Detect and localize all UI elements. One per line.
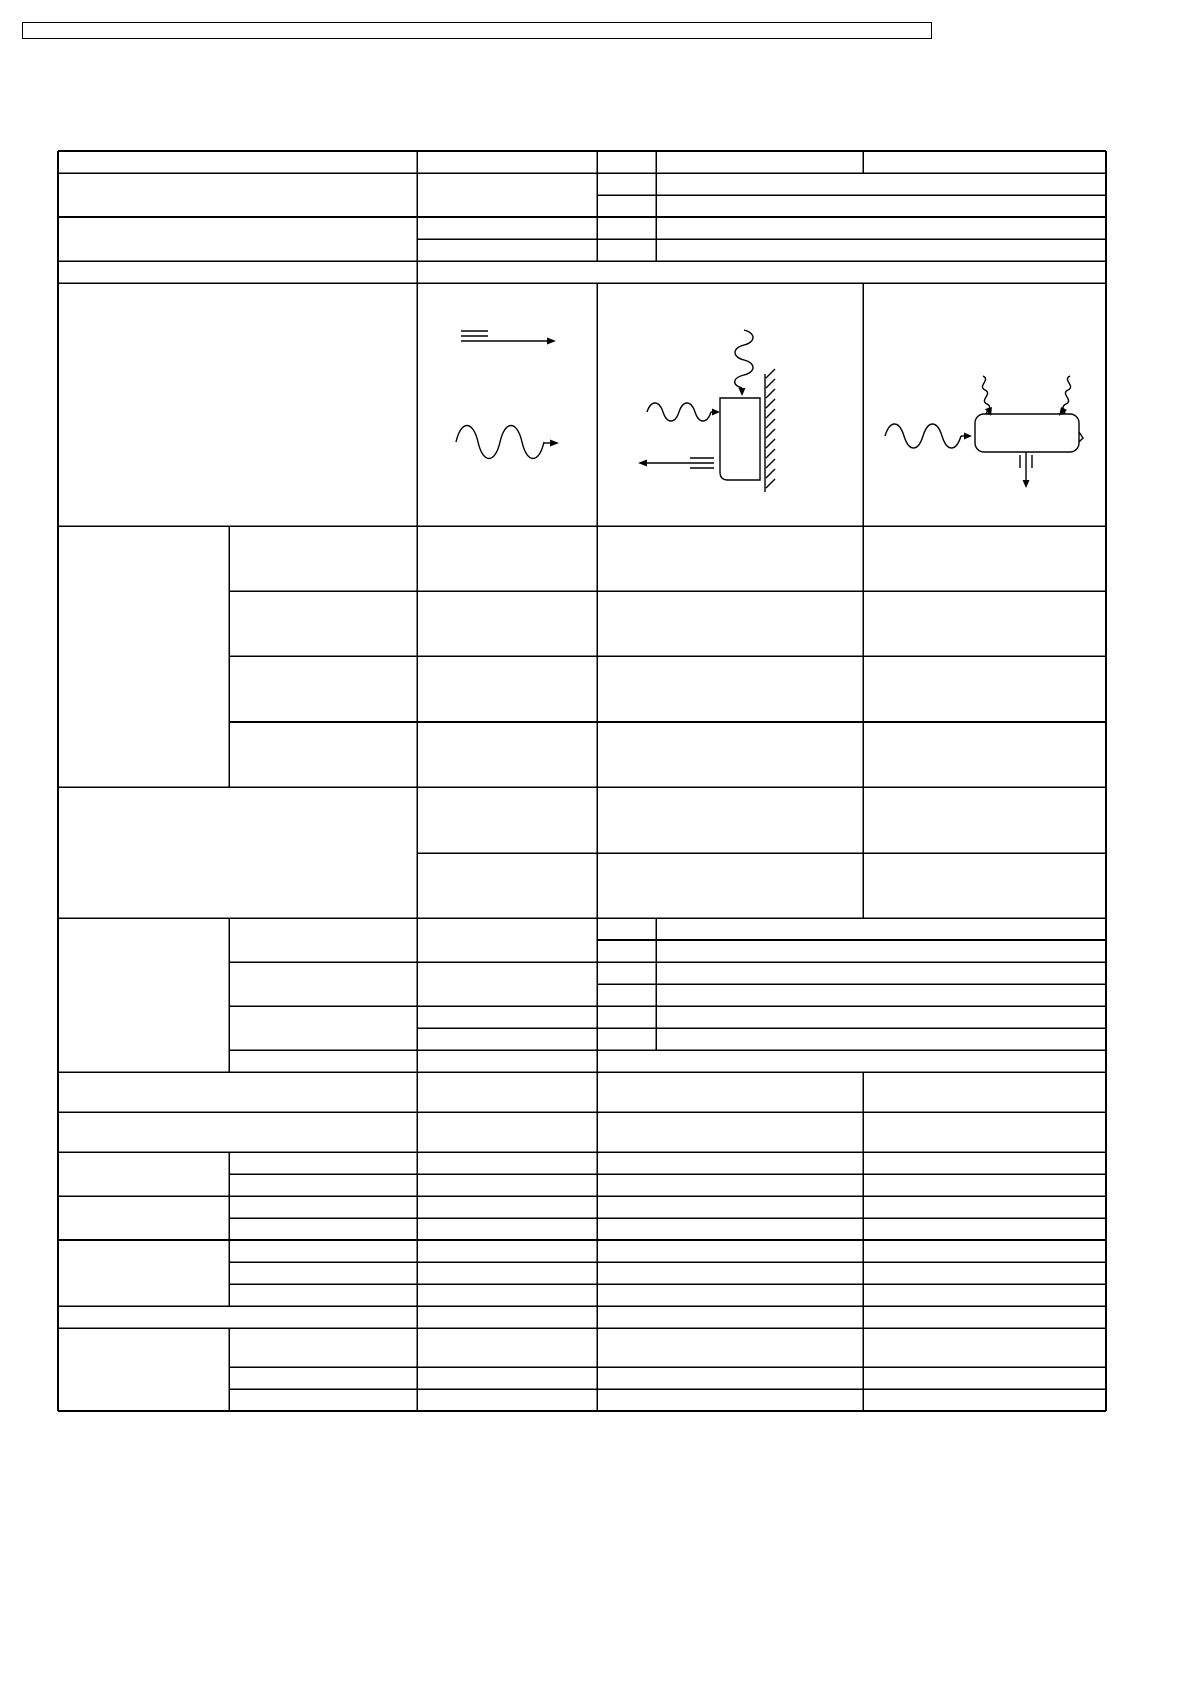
wall-reflection-diagram [638,330,775,492]
absorption-diagram [885,376,1083,488]
wave-propagation-diagram [456,331,559,459]
